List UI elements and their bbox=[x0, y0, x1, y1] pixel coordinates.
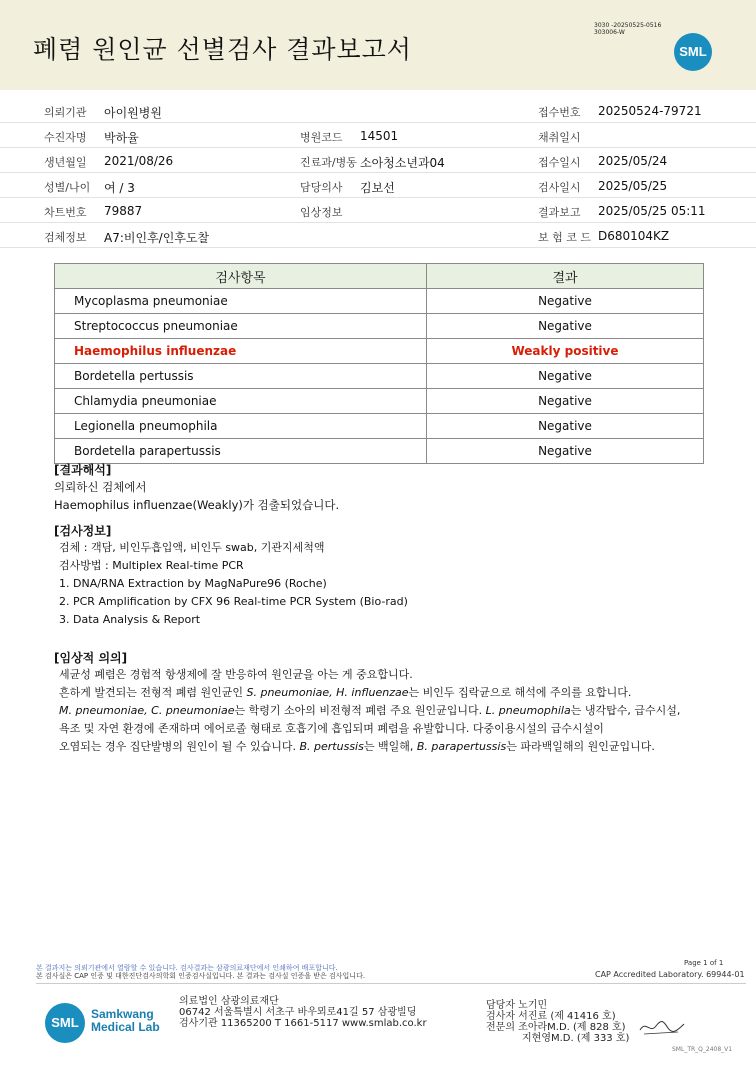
chart-value: 79887 bbox=[104, 204, 143, 218]
table-row bbox=[55, 364, 704, 389]
interpretation-line: 의뢰하신 검체에서 bbox=[54, 480, 147, 494]
test-item-name: Mycoplasma pneumoniae bbox=[55, 289, 427, 314]
footer-divider bbox=[36, 983, 746, 984]
testdate-label: 검사일시 bbox=[538, 181, 581, 194]
table-row bbox=[55, 414, 704, 439]
patient-label: 수진자명 bbox=[44, 131, 87, 144]
clinical-organism: B. pertussis bbox=[299, 740, 364, 753]
table-row-positive bbox=[55, 339, 704, 364]
hospcode-label: 병원코드 bbox=[300, 131, 343, 144]
specimen-label: 검체정보 bbox=[44, 231, 87, 244]
testinfo-line: 3. Data Analysis & Report bbox=[59, 613, 201, 626]
clinical-section bbox=[54, 649, 724, 756]
testinfo-line: 검사방법 : Multiplex Real-time PCR bbox=[59, 559, 244, 572]
interpretation-heading: [결과해석] bbox=[54, 463, 112, 477]
clinical-organism: L. pneumophila bbox=[485, 704, 571, 717]
insurance-value: D680104KZ bbox=[598, 229, 670, 243]
footer-note: 본 검사실은 CAP 인증 및 대한진단검사의학회 인증검사실입니다. 본 결과는 검사실 인증을 받은 검사입니다. bbox=[36, 972, 366, 980]
testinfo-line: 2. PCR Amplification by CFX 96 Real-time PCR System (Bio-rad) bbox=[59, 595, 408, 608]
test-item-result: Negative bbox=[427, 439, 704, 464]
lab-name-line2: Medical Lab bbox=[91, 1020, 160, 1034]
info-row bbox=[0, 148, 756, 173]
test-item-result: Negative bbox=[427, 414, 704, 439]
table-row bbox=[55, 289, 704, 314]
clinical-organism: B. parapertussis bbox=[416, 740, 507, 753]
table-row bbox=[55, 314, 704, 339]
insurance-label: 보 험 코 드 bbox=[538, 231, 591, 244]
address-line: 06742 서울특별시 서초구 바우뫼로41길 57 삼광빌딩 bbox=[179, 1007, 417, 1018]
table-row bbox=[55, 389, 704, 414]
dept-value: 소아청소년과04 bbox=[360, 156, 445, 170]
testinfo-line: 검체 : 객담, 비인두흡입액, 비인두 swab, 기관지세척액 bbox=[59, 541, 325, 554]
col-result-header: 결과 bbox=[427, 264, 704, 289]
staff-line: 담당자 노기민 bbox=[486, 1000, 548, 1011]
institution-label: 의뢰기관 bbox=[44, 106, 87, 119]
staff-list bbox=[486, 1000, 629, 1044]
testdate-value: 2025/05/25 bbox=[598, 179, 668, 193]
test-item-name: Bordetella pertussis bbox=[55, 364, 427, 389]
testinfo-section bbox=[54, 522, 408, 629]
clinical-line: 세균성 폐렴은 경험적 항생제에 잘 반응하여 원인균을 아는 게 중요합니다. bbox=[59, 668, 413, 681]
address-line: 검사기관 11365200 T 1661-5117 www.smlab.co.kr bbox=[179, 1018, 427, 1029]
page-number: Page 1 of 1 bbox=[684, 959, 724, 967]
test-item-name: Bordetella parapertussis bbox=[55, 439, 427, 464]
results-table bbox=[54, 263, 704, 464]
report-code bbox=[594, 22, 661, 36]
address-line: 의료법인 삼광의료재단 bbox=[179, 996, 279, 1007]
sml-logo: SML bbox=[674, 33, 712, 71]
lab-name-line1: Samkwang bbox=[91, 1007, 154, 1021]
test-item-name: Streptococcus pneumoniae bbox=[55, 314, 427, 339]
doctor-label: 담당의사 bbox=[300, 181, 343, 194]
clinical-label: 임상정보 bbox=[300, 206, 343, 219]
test-item-name: Legionella pneumophila bbox=[55, 414, 427, 439]
results-header-row bbox=[55, 264, 704, 289]
report-label: 결과보고 bbox=[538, 206, 581, 219]
clinical-text: 는 학령기 소아의 비전형적 폐렴 주요 원인균입니다. bbox=[234, 704, 486, 717]
staff-line: 지현영M.D. (제 333 호) bbox=[522, 1033, 630, 1044]
staff-line: 검사자 서진료 (제 41416 호) bbox=[486, 1011, 616, 1022]
clinical-text: 오염되는 경우 집단발병의 원인이 될 수 있습니다. bbox=[59, 740, 300, 753]
clinical-text: 는 비인두 집락균으로 해석에 주의를 요합니다. bbox=[408, 686, 632, 699]
report-code-line1: 3030 -20250525-0516 bbox=[594, 22, 662, 29]
clinical-text: 는 파라백일해의 원인균입니다. bbox=[506, 740, 655, 753]
receiptdate-label: 접수일시 bbox=[538, 156, 581, 169]
doctor-value: 김보선 bbox=[360, 181, 395, 195]
collect-label: 채취일시 bbox=[538, 131, 581, 144]
lab-name bbox=[91, 1008, 160, 1034]
clinical-line: 욕조 및 자연 환경에 존재하며 에어로졸 형태로 호흡기에 흡입되며 폐렴을 유발합니다. 다중이용시설의 급수시설이 bbox=[59, 722, 604, 735]
info-row bbox=[0, 173, 756, 198]
report-header bbox=[0, 0, 756, 90]
dept-label: 진료과/병동 bbox=[300, 156, 357, 169]
test-item-result: Negative bbox=[427, 364, 704, 389]
sexage-value: 여 / 3 bbox=[104, 181, 135, 195]
lab-address bbox=[179, 996, 427, 1029]
table-row bbox=[55, 439, 704, 464]
dob-value: 2021/08/26 bbox=[104, 154, 174, 168]
info-row bbox=[0, 198, 756, 223]
clinical-line bbox=[59, 702, 724, 720]
sexage-label: 성별/나이 bbox=[44, 181, 91, 194]
clinical-text: 는 백일해, bbox=[363, 740, 417, 753]
clinical-line bbox=[59, 738, 724, 756]
clinical-heading: [임상적 의의] bbox=[54, 651, 128, 665]
report-title: 폐렴 원인균 선별검사 결과보고서 bbox=[33, 35, 412, 64]
chart-label: 차트번호 bbox=[44, 206, 87, 219]
receiptdate-value: 2025/05/24 bbox=[598, 154, 668, 168]
test-item-name: Haemophilus influenzae bbox=[55, 339, 427, 364]
interpretation-section bbox=[54, 461, 339, 514]
clinical-organism: S. pneumoniae, H. influenzae bbox=[246, 686, 409, 699]
cap-accreditation: CAP Accredited Laboratory. 69944-01 bbox=[595, 970, 745, 979]
receipt-label: 접수번호 bbox=[538, 106, 581, 119]
test-item-result: Negative bbox=[427, 389, 704, 414]
footer-note: 본 결과지는 의뢰기관에서 열람할 수 있습니다. 검사결과는 삼광의료재단에서 인쇄하여 배포합니다. bbox=[36, 964, 338, 972]
info-row bbox=[0, 223, 756, 248]
patient-value: 박하율 bbox=[104, 131, 139, 145]
clinical-organism: M. pneumoniae, C. pneumoniae bbox=[59, 704, 235, 717]
staff-line: 전문의 조아라M.D. (제 828 호) bbox=[486, 1022, 626, 1033]
clinical-text: 흔하게 발견되는 전형적 폐렴 원인균인 bbox=[59, 686, 247, 699]
clinical-line bbox=[59, 684, 724, 702]
test-item-name: Chlamydia pneumoniae bbox=[55, 389, 427, 414]
testinfo-heading: [검사정보] bbox=[54, 524, 112, 538]
report-value: 2025/05/25 05:11 bbox=[598, 204, 706, 218]
testinfo-line: 1. DNA/RNA Extraction by MagNaPure96 (Roche) bbox=[59, 577, 327, 590]
info-row bbox=[0, 123, 756, 148]
specimen-value: A7:비인후/인후도찰 bbox=[104, 231, 210, 245]
report-code-line2: 303006-W bbox=[594, 29, 625, 36]
receipt-value: 20250524-79721 bbox=[598, 104, 702, 118]
test-item-result: Negative bbox=[427, 314, 704, 339]
info-row bbox=[0, 98, 756, 123]
signature-icon bbox=[638, 1016, 686, 1038]
sml-footer-logo-icon: SML bbox=[45, 1003, 85, 1043]
hospcode-value: 14501 bbox=[360, 129, 399, 143]
dob-label: 생년월일 bbox=[44, 156, 87, 169]
clinical-text: 는 냉각탑수, 급수시설, bbox=[570, 704, 681, 717]
form-version: SML_TR_Q_2408_V1 bbox=[672, 1046, 733, 1053]
col-item-header: 검사항목 bbox=[55, 264, 427, 289]
test-item-result: Weakly positive bbox=[427, 339, 704, 364]
interpretation-line: Haemophilus influenzae(Weakly)가 검출되었습니다. bbox=[54, 498, 340, 512]
institution-value: 아이원병원 bbox=[104, 106, 162, 120]
test-item-result: Negative bbox=[427, 289, 704, 314]
